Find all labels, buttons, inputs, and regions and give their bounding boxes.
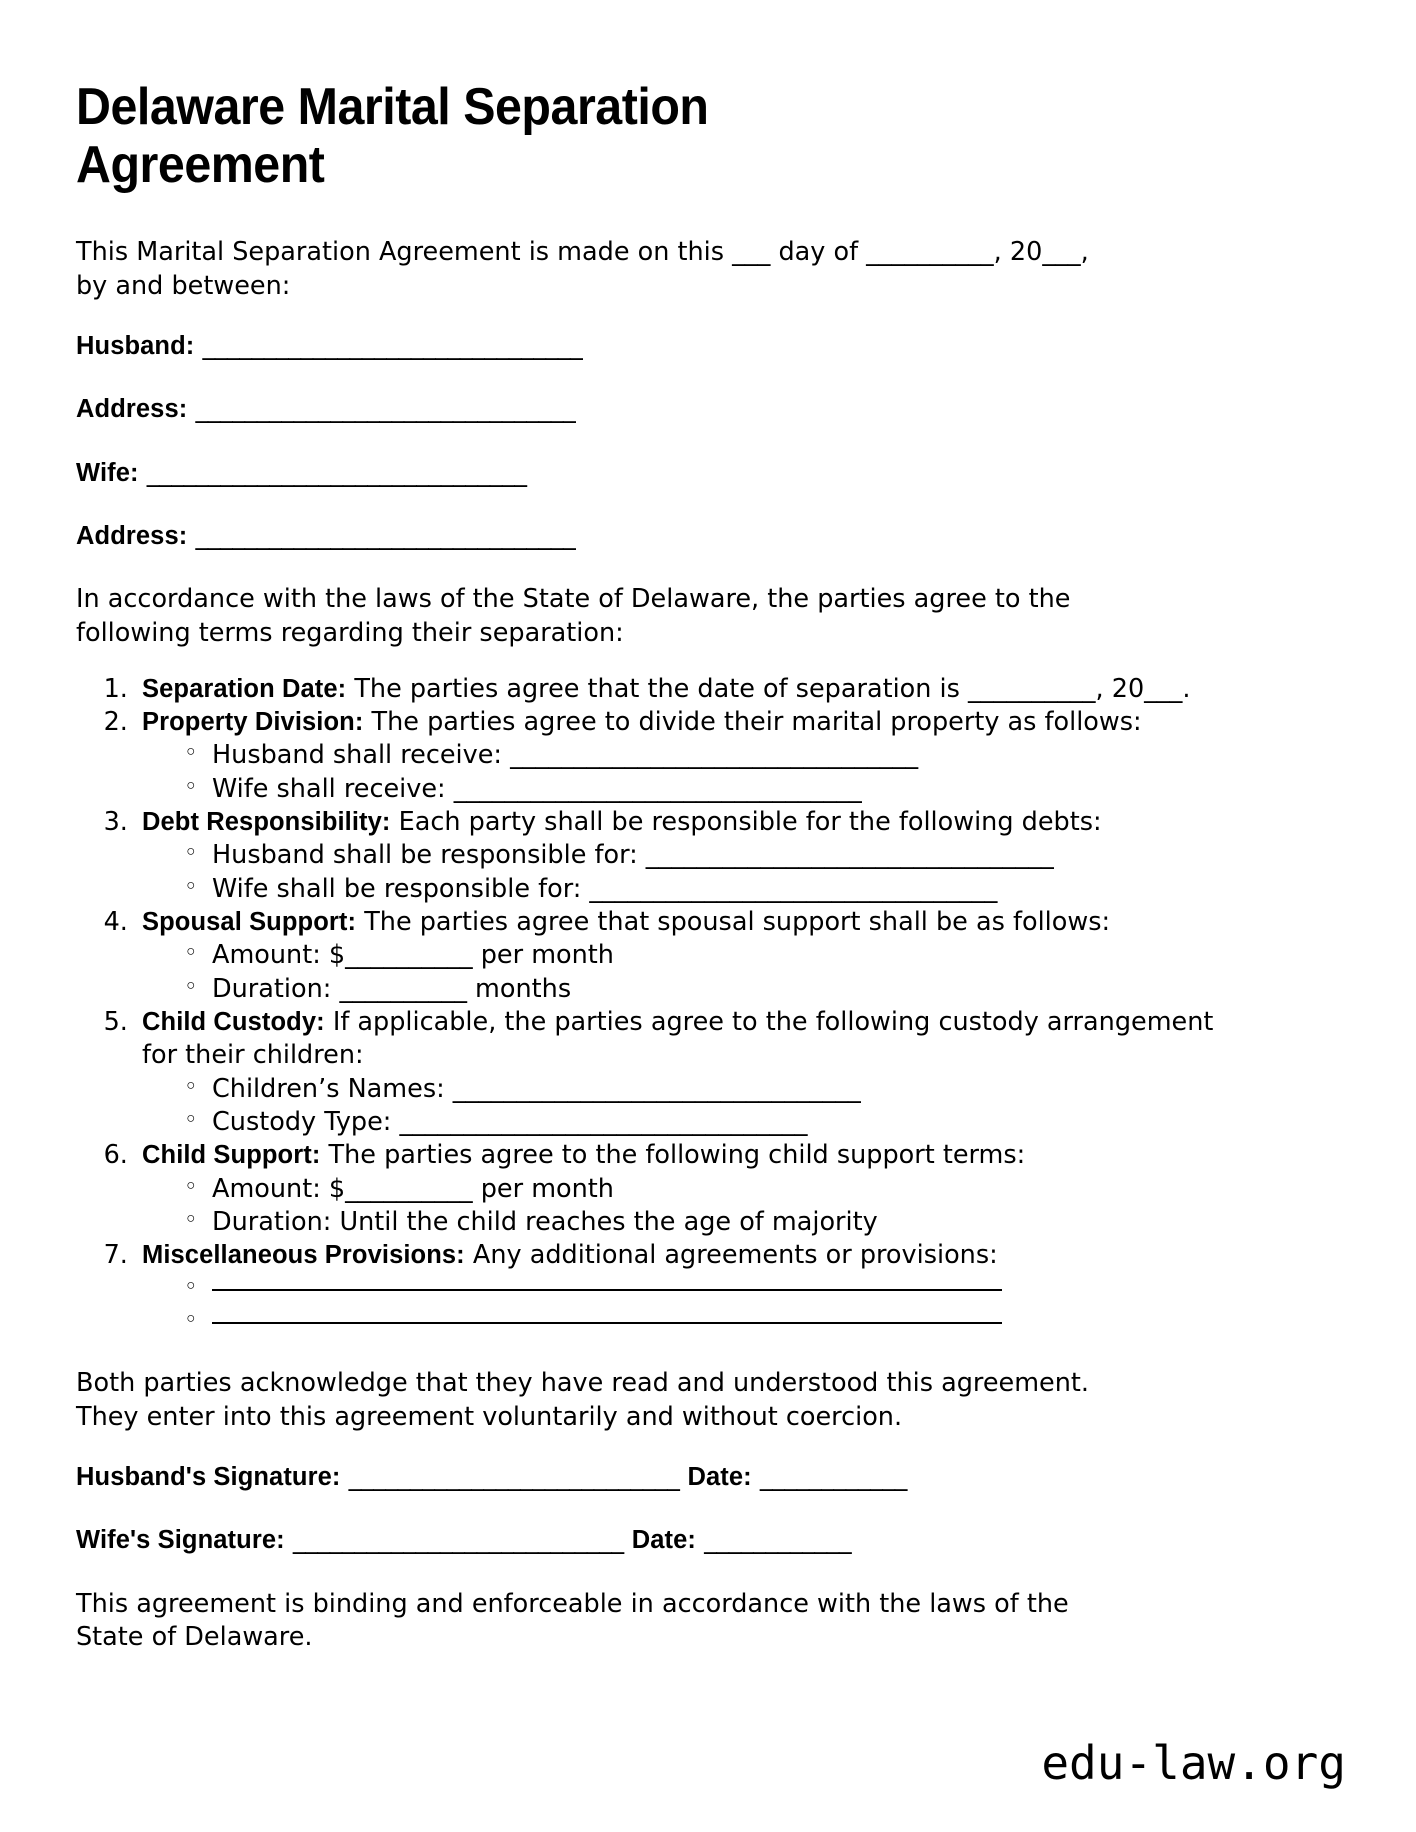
term-subitem-text: Husband shall be responsible for: ________________________________ xyxy=(212,840,1054,871)
term-subitem xyxy=(180,773,1256,806)
term-subitem xyxy=(180,1106,1256,1139)
acknowledgement-paragraph: Both parties acknowledge that they have read and understood this agreement. They enter into this agreement voluntarily and without coercion. xyxy=(76,1368,1090,1433)
wife-label: Wife: xyxy=(76,458,139,487)
term-subitem-list xyxy=(142,839,1256,906)
term-subitem-text: Wife shall be responsible for: ________________________________ xyxy=(212,873,998,904)
wife-address-blank[interactable]: _______________________________ xyxy=(195,520,576,551)
term-text: The parties agree that the date of separation is __________, 20___. xyxy=(346,673,1191,704)
signature-row-wife xyxy=(76,1524,1344,1557)
term-heading: Separation Date: xyxy=(142,674,347,703)
term-subitem-text: Amount: $__________ per month xyxy=(212,1173,614,1204)
husband-blank[interactable]: _______________________________ xyxy=(202,331,583,362)
party-fields xyxy=(76,330,1344,553)
term-subitem-list xyxy=(142,1173,1256,1240)
term-heading: Debt Responsibility: xyxy=(142,807,391,836)
husband-address-label: Address: xyxy=(76,395,188,424)
term-subitem xyxy=(180,1206,1256,1239)
husband-date-blank[interactable]: ____________ xyxy=(759,1462,907,1493)
term-heading: Miscellaneous Provisions: xyxy=(142,1241,465,1270)
signature-row-husband xyxy=(76,1461,1344,1494)
term-subitem xyxy=(180,1073,1256,1106)
term-subitem-list xyxy=(142,939,1256,1006)
closing-paragraph: This agreement is binding and enforceable in accordance with the laws of the State of Delaware. xyxy=(76,1588,1069,1653)
term-subitem-text: Husband shall receive: ________________________________ xyxy=(212,740,919,771)
term-subitem-text: Amount: $__________ per month xyxy=(212,940,614,971)
term-item xyxy=(136,806,1256,906)
blank-fill-line[interactable] xyxy=(212,1289,1002,1291)
term-subitem-text: Custody Type: ________________________________ xyxy=(212,1106,808,1137)
term-subitem xyxy=(180,973,1256,1006)
site-brand: edu-law.org xyxy=(1041,1736,1346,1790)
wife-date-label: Date: xyxy=(631,1526,696,1555)
term-subitem xyxy=(180,839,1256,872)
husband-date-label: Date: xyxy=(687,1463,752,1492)
wife-blank[interactable]: _______________________________ xyxy=(146,457,527,488)
wife-signature-blank[interactable]: ___________________________ xyxy=(292,1525,624,1556)
party-row-husband xyxy=(76,330,1344,363)
husband-address-blank[interactable]: _______________________________ xyxy=(195,394,576,425)
term-heading: Child Custody: xyxy=(142,1008,325,1037)
term-item xyxy=(136,706,1256,806)
term-item xyxy=(136,673,1256,706)
accordance-paragraph: In accordance with the laws of the State of Delaware, the parties agree to the following terms regarding their separation: xyxy=(76,583,1071,648)
term-subitem-text: Duration: Until the child reaches the age of majority xyxy=(212,1207,878,1238)
term-text: The parties agree that spousal support shall be as follows: xyxy=(356,907,1111,938)
term-subitem xyxy=(180,1173,1256,1206)
term-subitem xyxy=(180,739,1256,772)
wife-date-blank[interactable]: ____________ xyxy=(704,1525,852,1556)
term-subitem xyxy=(180,873,1256,906)
husband-label: Husband: xyxy=(76,332,195,361)
term-subitem-text: Duration: __________ months xyxy=(212,973,572,1004)
term-item xyxy=(136,1006,1256,1139)
term-subitem-list xyxy=(142,1073,1256,1140)
term-subitem xyxy=(180,1306,1256,1339)
term-text: If applicable, the parties agree to the following custody arrangement for their children: xyxy=(142,1007,1214,1071)
term-heading: Child Support: xyxy=(142,1141,321,1170)
party-row-husband-address xyxy=(76,393,1344,426)
husband-signature-blank[interactable]: ___________________________ xyxy=(348,1462,680,1493)
term-subitem xyxy=(180,939,1256,972)
term-subitem-text: Wife shall receive: ________________________________ xyxy=(212,773,862,804)
term-subitem xyxy=(180,1273,1256,1306)
term-subitem-list xyxy=(142,739,1256,806)
term-item xyxy=(136,906,1256,1006)
wife-signature-label: Wife's Signature: xyxy=(76,1526,285,1555)
term-item xyxy=(136,1139,1256,1239)
term-text: Each party shall be responsible for the following debts: xyxy=(390,806,1102,837)
term-text: Any additional agreements or provisions: xyxy=(464,1240,998,1271)
page-title: Delaware Marital Separation Agreement xyxy=(76,78,709,195)
term-item xyxy=(136,1239,1256,1339)
term-subitem-list xyxy=(142,1273,1256,1340)
terms-list xyxy=(76,673,1256,1340)
party-row-wife xyxy=(76,457,1344,490)
term-text: The parties agree to divide their marital property as follows: xyxy=(363,706,1142,737)
term-heading: Property Division: xyxy=(142,707,364,736)
term-text: The parties agree to the following child support terms: xyxy=(320,1140,1026,1171)
party-row-wife-address xyxy=(76,520,1344,553)
intro-paragraph: This Marital Separation Agreement is made on this ___ day of __________, 20___, by and between: xyxy=(76,237,1089,302)
term-subitem-text: Children’s Names: ________________________________ xyxy=(212,1073,861,1104)
husband-signature-label: Husband's Signature: xyxy=(76,1463,341,1492)
term-heading: Spousal Support: xyxy=(142,908,357,937)
wife-address-label: Address: xyxy=(76,521,188,550)
blank-fill-line[interactable] xyxy=(212,1322,1002,1324)
